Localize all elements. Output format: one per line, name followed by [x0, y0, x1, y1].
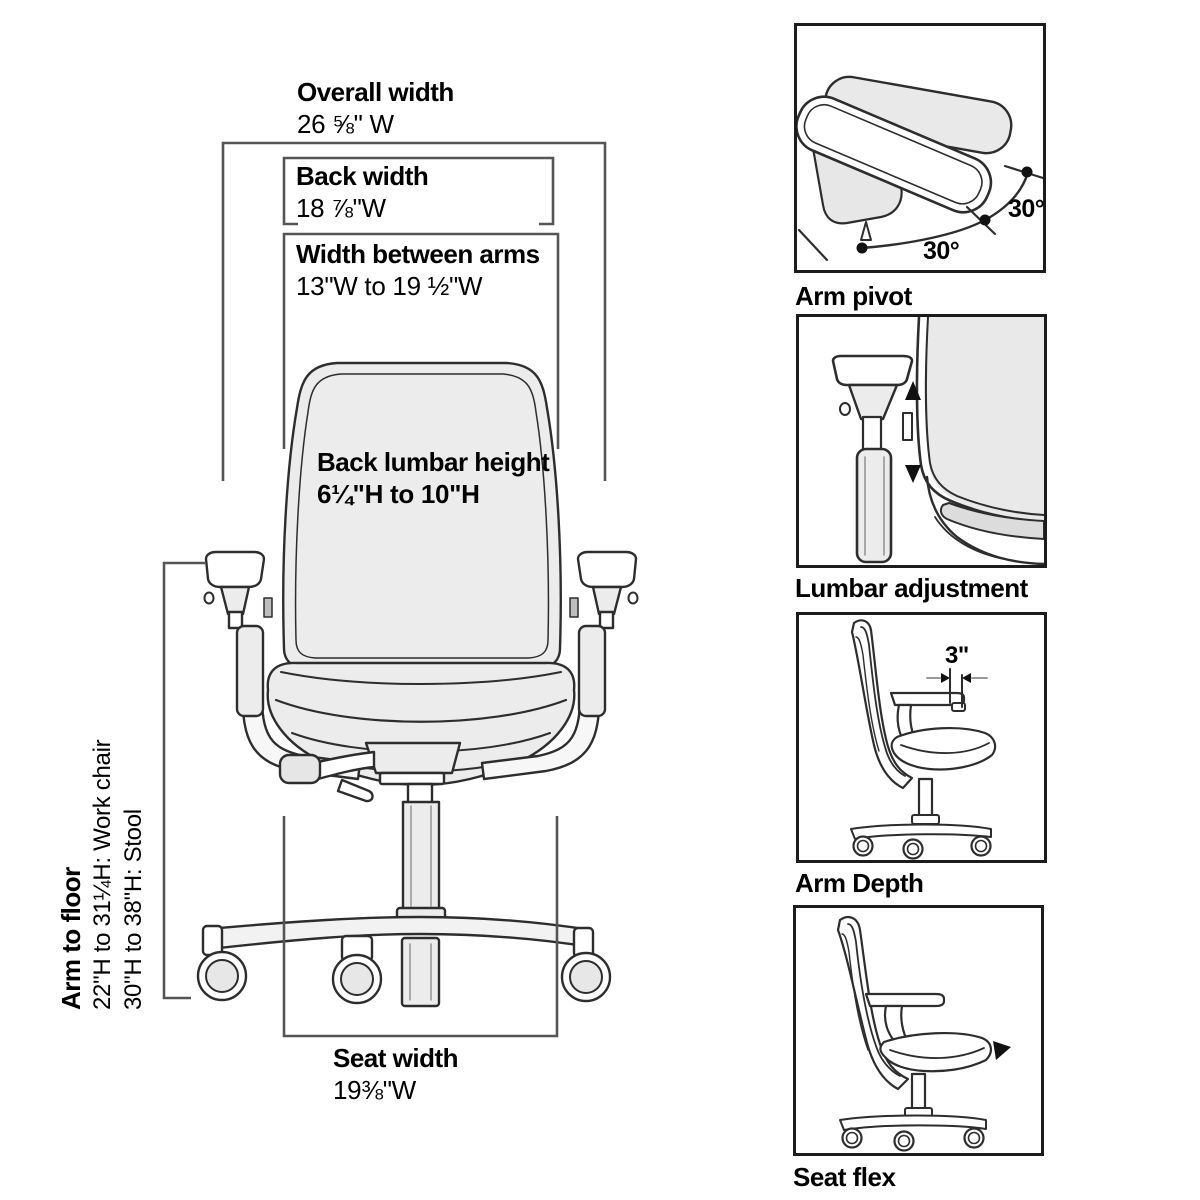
seat-mechanism: [366, 743, 460, 773]
gas-cylinder: [403, 802, 439, 910]
arrow-up-icon: [905, 381, 921, 400]
arm-pivot-caption: Arm pivot: [795, 281, 912, 311]
overall-width-value: 26 ⅝" W: [297, 109, 394, 139]
arm-depth-panel: [796, 612, 1047, 863]
back-lumbar-label: Back lumbar height: [317, 447, 550, 477]
back-lumbar-label-group: [317, 446, 549, 511]
left-armrest: [205, 552, 273, 716]
arm-pivot-angle-lower: 30°: [923, 237, 960, 265]
right-armrest: [570, 552, 638, 716]
arm-depth-value: 3": [945, 642, 969, 669]
flex-arrow-icon: [993, 1041, 1011, 1060]
base: [851, 825, 991, 840]
seat-width-value: 19⅜"W: [333, 1075, 416, 1105]
seat-width-label-group: [333, 1042, 458, 1107]
back-width-label: Back width: [296, 161, 429, 191]
arm-to-floor-bracket: [164, 563, 206, 998]
backrest: [283, 363, 561, 669]
arm-depth-caption: Arm Depth: [795, 868, 924, 898]
seat-width-label: Seat width: [333, 1043, 459, 1073]
lumbar-adjustment-illustration: [799, 317, 1044, 565]
arm-to-floor-stool: 30"H to 38"H: Stool: [120, 809, 147, 1010]
arm-pivot-angle-upper: 30°: [1008, 195, 1045, 223]
back-lumbar-value: 6¼"H to 10"H: [317, 479, 480, 509]
adjustment-lever: [280, 755, 320, 783]
arm-to-floor-work-chair: 22"H to 31¼H: Work chair: [89, 739, 116, 1010]
front-leg: [402, 938, 439, 1006]
arrow-down-icon: [905, 465, 921, 483]
width-between-arms-label-group: [296, 238, 540, 303]
base: [840, 1116, 986, 1131]
arm-to-floor-label-group: [55, 550, 149, 1010]
back-width-label-group: [296, 160, 428, 225]
base-beam: [207, 917, 591, 949]
arm-pivot-panel: [794, 23, 1046, 273]
width-between-arms-label: Width between arms: [296, 239, 540, 269]
lumbar-adjustment-panel: [796, 314, 1047, 568]
overall-width-label-group: [297, 76, 454, 141]
lumbar-latch: [903, 413, 912, 440]
back-width-value: 18 ⅞"W: [296, 193, 386, 223]
seat-flex-illustration: [796, 908, 1041, 1153]
lumbar-adjustment-caption: Lumbar adjustment: [795, 573, 1028, 603]
small-lever: [338, 780, 373, 801]
arm-depth-illustration: [799, 615, 1044, 860]
armrest: [866, 994, 944, 1006]
arm-pivot-illustration: [797, 26, 1043, 270]
seat-back: [925, 317, 1044, 523]
seat-flex-caption: Seat flex: [793, 1162, 896, 1192]
armrest-assembly: [833, 356, 912, 562]
seat-flex-panel: [793, 905, 1044, 1156]
overall-width-label: Overall width: [297, 77, 454, 107]
width-between-arms-value: 13"W to 19 ½"W: [296, 271, 483, 301]
seat-profile: [892, 728, 995, 769]
arm-to-floor-label: Arm to floor: [56, 867, 86, 1010]
